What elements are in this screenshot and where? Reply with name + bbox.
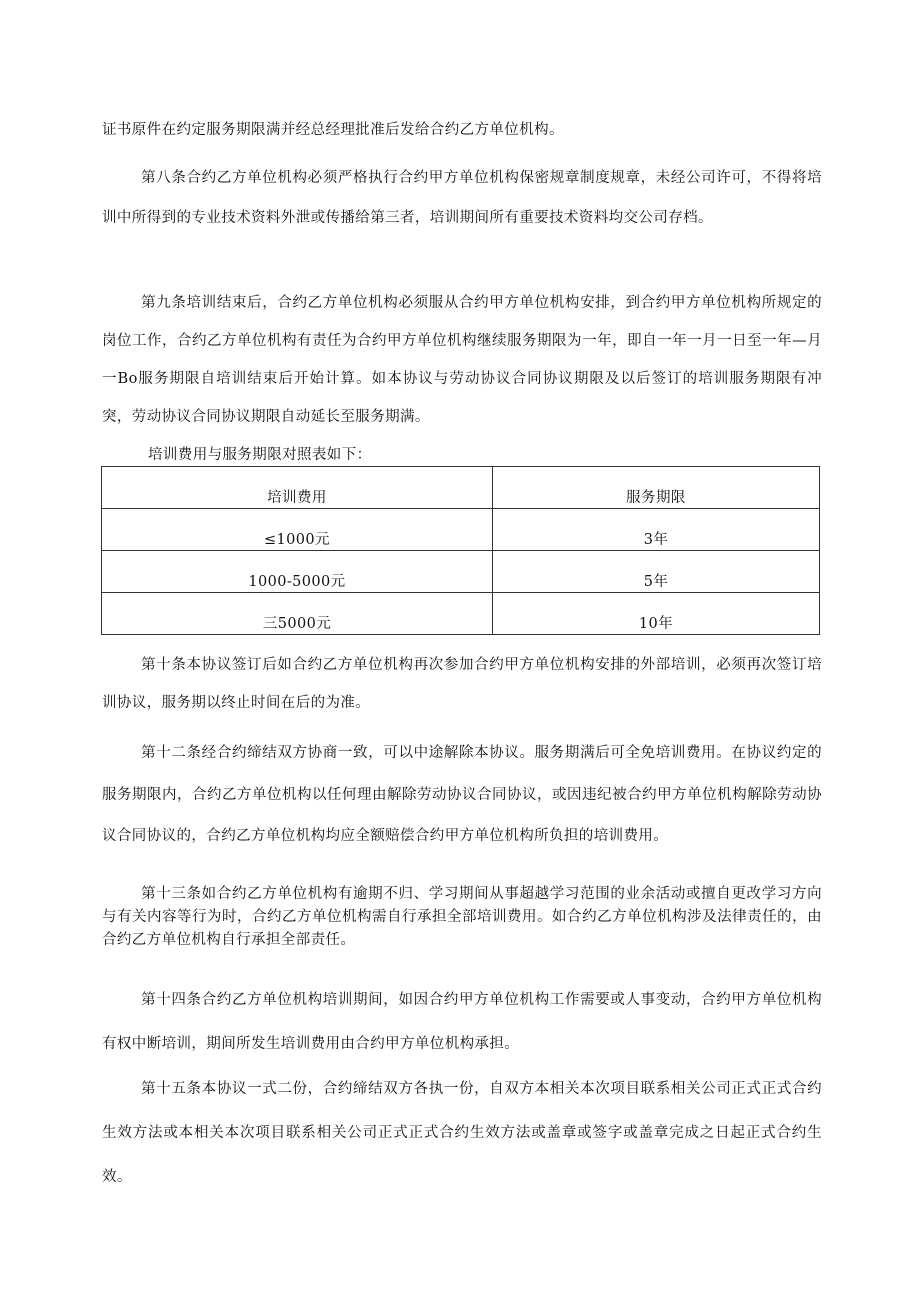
table-cell-fee: 1000-5000元	[102, 551, 493, 593]
fee-service-table	[101, 466, 820, 635]
table-intro: 培训费用与服务期限对照表如下：	[148, 447, 372, 463]
paragraph-continuation: 证书原件在约定服务期限满并经总经理批准后发给合约乙方单位机构。	[102, 122, 564, 138]
table-header-service-period: 服务期限	[492, 467, 819, 509]
table-row	[102, 509, 820, 551]
table-cell-fee: ≤1000元	[102, 509, 493, 551]
paragraph-article-15: 第十五条本协议一式二份，合约缔结双方各执一份，自双方本相关本次项目联系相关公司正式正式合约生效方法或本相关本次项目联系相关公司正式正式合约生效方法或盖章或签字或盖章完成之日起正式合约生效。	[102, 1081, 822, 1185]
paragraph-article-8: 第八条合约乙方单位机构必须严格执行合约甲方单位机构保密规章制度规章，未经公司许可，不得将培训中所得到的专业技术资料外泄或传播给第三者，培训期间所有重要技术资料均交公司存档。	[102, 170, 822, 226]
table-header-fee: 培训费用	[102, 467, 493, 509]
paragraph-article-13: 第十三条如合约乙方单位机构有逾期不归、学习期间从事超越学习范围的业余活动或擅自更改学习方向与有关内容等行为时，合约乙方单位机构需自行承担全部培训费用。如合约乙方单位机构涉及法律责任的，由合约乙方单位机构自行承担全部责任。	[102, 886, 822, 948]
table-row	[102, 593, 820, 635]
paragraph-article-12: 第十二条经合约缔结双方协商一致，可以中途解除本协议。服务期满后可全免培训费用。在协议约定的服务期限内，合约乙方单位机构以任何理由解除劳动协议合同协议，或因违纪被合约甲方单位机构解除劳动协议合同协议的，合约乙方单位机构均应全额赔偿合约甲方单位机构所负担的培训费用。	[102, 745, 822, 844]
table-cell-service-period: 5年	[492, 551, 819, 593]
table-cell-service-period: 10年	[492, 593, 819, 635]
paragraph-article-10: 第十条本协议签订后如合约乙方单位机构再次参加合约甲方单位机构安排的外部培训，必须再次签订培训协议，服务期以终止时间在后的为准。	[102, 657, 822, 711]
table-cell-fee: 三5000元	[102, 593, 493, 635]
table-row	[102, 551, 820, 593]
paragraph-article-14: 第十四条合约乙方单位机构培训期间，如因合约甲方单位机构工作需要或人事变动，合约甲方单位机构有权中断培训，期间所发生培训费用由合约甲方单位机构承担。	[102, 992, 822, 1052]
paragraph-article-9: 第九条培训结束后，合约乙方单位机构必须服从合约甲方单位机构安排，到合约甲方单位机构所规定的岗位工作，合约乙方单位机构有责任为合约甲方单位机构继续服务期限为一年，即自一年一月一日至一年—月一Bo服务期限自培训结束后开始计算。如本协议与劳动协议合同协议期限及以后签订的培训服务期限有冲突，劳动协议合同协议期限自动延长至服务期满。	[102, 295, 822, 425]
table-header-row	[102, 467, 820, 509]
table-cell-service-period: 3年	[492, 509, 819, 551]
